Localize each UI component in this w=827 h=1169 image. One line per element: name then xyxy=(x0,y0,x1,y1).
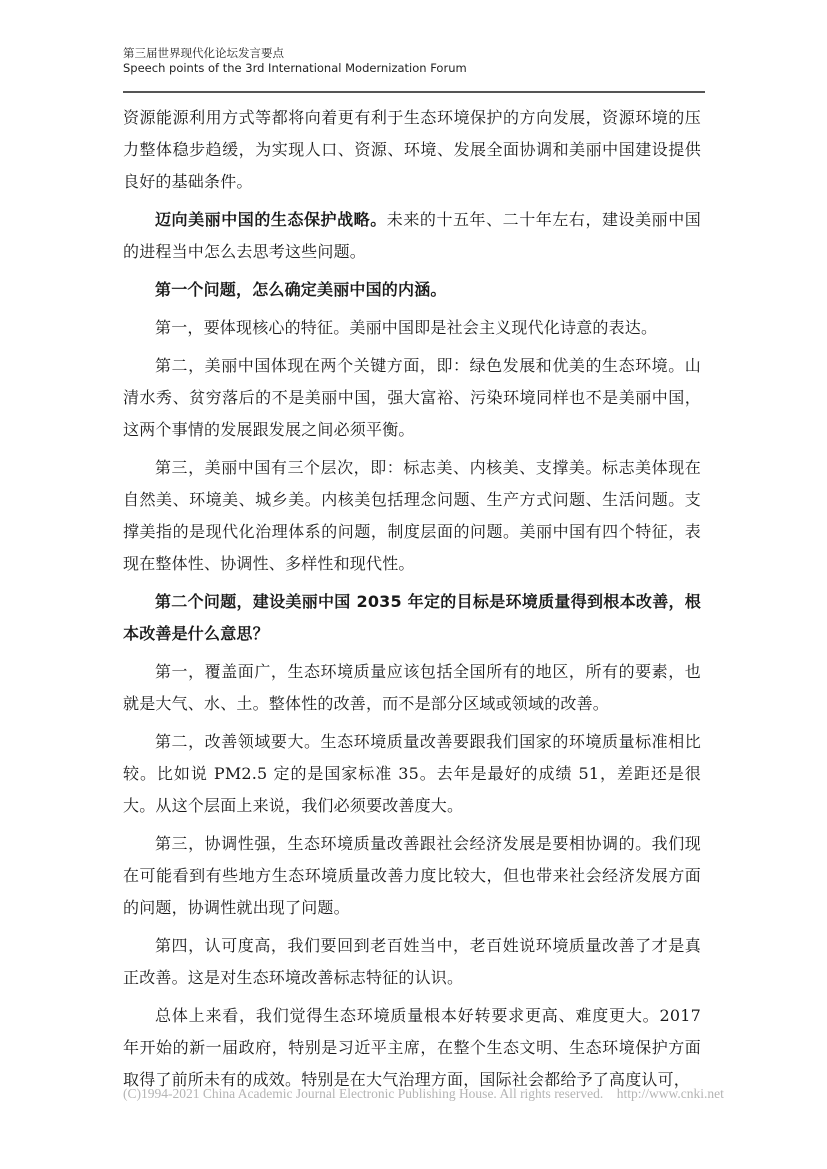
paragraph xyxy=(123,312,701,344)
paragraph xyxy=(123,274,701,306)
paragraph-text: 第四，认可度高，我们要回到老百姓当中，老百姓说环境质量改善了才是真正改善。这是对生态环境改善标志特征的认识。 xyxy=(123,936,701,987)
running-header xyxy=(123,45,705,76)
paragraph xyxy=(123,586,701,650)
footer-url: http://www.cnki.net xyxy=(616,1086,724,1101)
paragraph xyxy=(123,656,701,720)
paragraph xyxy=(123,204,701,268)
copyright-text: (C)1994-2021 China Academic Journal Electronic Publishing House. All rights reserved. xyxy=(123,1086,604,1101)
paragraph xyxy=(123,350,701,446)
paragraph-text: 第三，协调性强，生态环境质量改善跟社会经济发展是要相协调的。我们现在可能看到有些地方生态环境质量改善力度比较大，但也带来社会经济发展方面的问题，协调性就出现了问题。 xyxy=(123,834,701,917)
paragraph-text: 资源能源利用方式等都将向着更有利于生态环境保护的方向发展，资源环境的压力整体稳步趋缓，为实现人口、资源、环境、发展全面协调和美丽中国建设提供良好的基础条件。 xyxy=(123,108,701,191)
question-heading: 第一个问题，怎么确定美丽中国的内涵。 xyxy=(155,280,447,299)
paragraph xyxy=(123,828,701,924)
paragraph-text: 总体上来看，我们觉得生态环境质量根本好转要求更高、难度更大。2017 年开始的新一届政府，特别是习近平主席，在整个生态文明、生态环境保护方面取得了前所未有的成效。特别是在大气治理方面，国际社会都给予了高度认可， xyxy=(123,1006,701,1089)
paragraph xyxy=(123,930,701,994)
copyright-footer xyxy=(123,1086,743,1102)
paragraph xyxy=(123,102,701,198)
paragraph xyxy=(123,1000,701,1096)
paragraph-text: 第一，覆盖面广，生态环境质量应该包括全国所有的地区，所有的要素，也就是大气、水、土。整体性的改善，而不是部分区域或领域的改善。 xyxy=(123,662,701,713)
header-title-en: Speech points of the 3rd International Modernization Forum xyxy=(123,61,467,75)
question-heading: 第二个问题，建设美丽中国 2035 年定的目标是环境质量得到根本改善，根本改善是什么意思？ xyxy=(123,592,701,643)
paragraph-text: 第一，要体现核心的特征。美丽中国即是社会主义现代化诗意的表达。 xyxy=(155,318,658,337)
paragraph-text: 未来的十五年、二十年左右，建设美丽中国的进程当中怎么去思考这些问题。 xyxy=(123,210,701,261)
header-divider xyxy=(123,91,705,93)
paragraph-text: 第三，美丽中国有三个层次，即：标志美、内核美、支撑美。标志美体现在自然美、环境美、城乡美。内核美包括理念问题、生产方式问题、生活问题。支撑美指的是现代化治理体系的问题，制度层面的问题。美丽中国有四个特征，表现在整体性、协调性、多样性和现代性。 xyxy=(123,458,701,573)
paragraph xyxy=(123,452,701,580)
article-body xyxy=(123,102,701,1102)
paragraph-text: 第二，美丽中国体现在两个关键方面，即：绿色发展和优美的生态环境。山清水秀、贫穷落后的不是美丽中国，强大富裕、污染环境同样也不是美丽中国，这两个事情的发展跟发展之间必须平衡。 xyxy=(123,356,701,439)
header-title-cn: 第三届世界现代化论坛发言要点 xyxy=(123,46,284,60)
paragraph-text: 第二，改善领域要大。生态环境质量改善要跟我们国家的环境质量标准相比较。比如说 PM2.5 定的是国家标准 35。去年是最好的成绩 51，差距还是很大。从这个层面上来说，我们必须要改善度大。 xyxy=(123,732,701,815)
paragraph xyxy=(123,726,701,822)
section-heading: 迈向美丽中国的生态保护战略。 xyxy=(155,210,387,229)
